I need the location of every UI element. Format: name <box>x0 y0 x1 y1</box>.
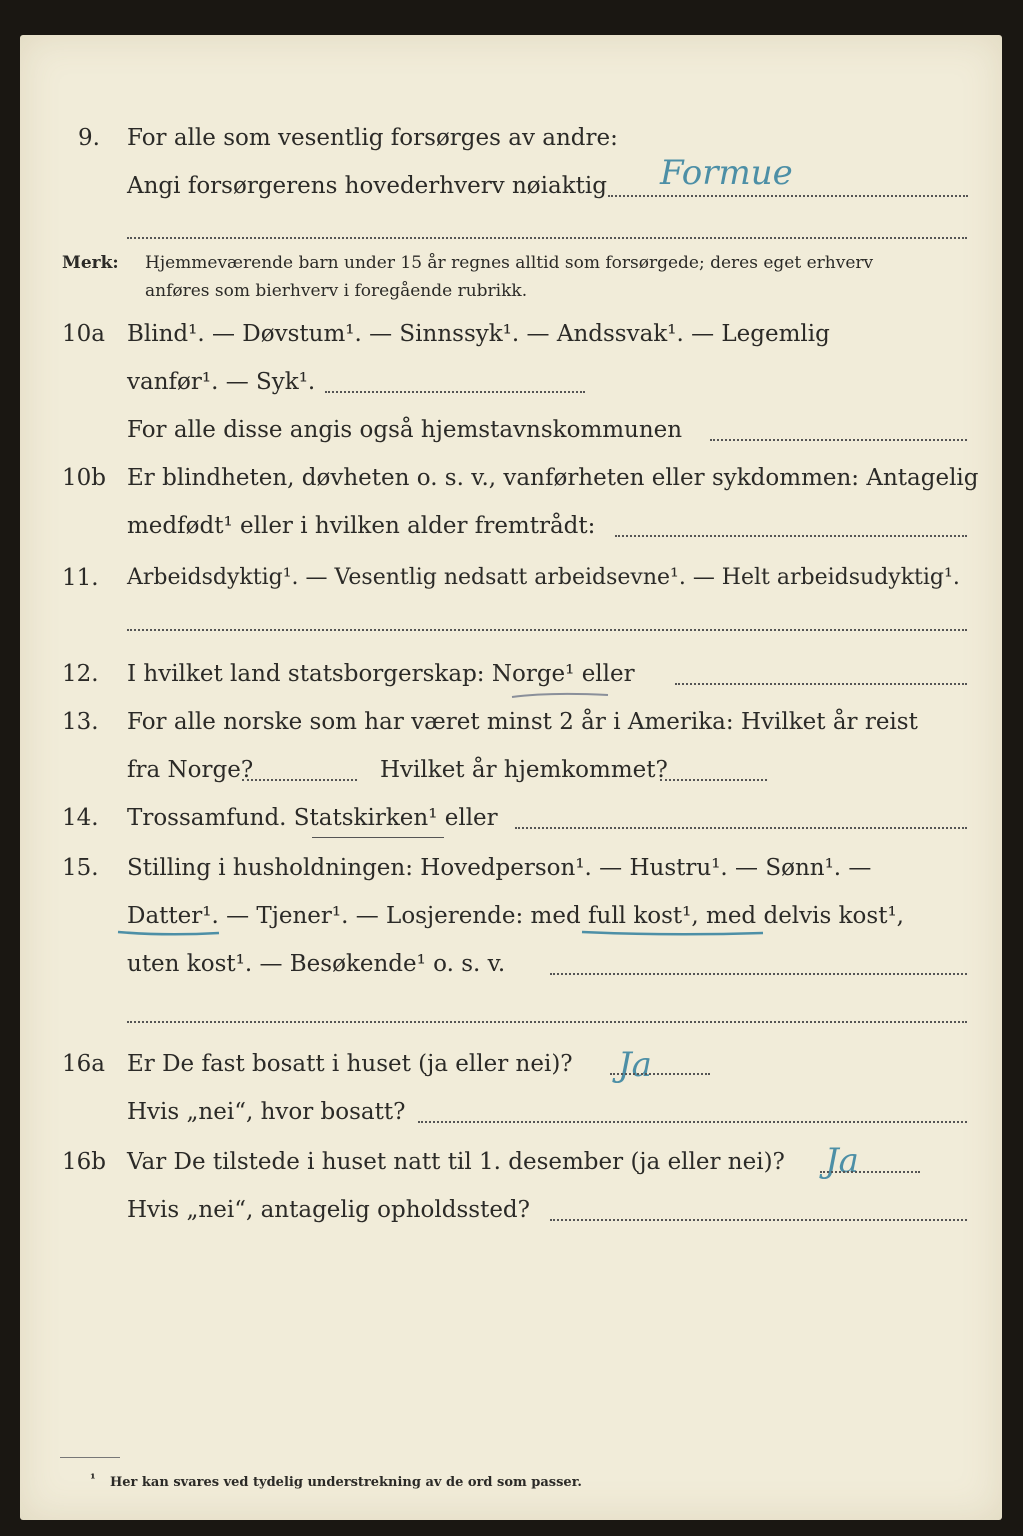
question-15-number: 15. <box>62 855 99 881</box>
merk-label: Merk: <box>62 253 119 273</box>
answer-line <box>325 391 585 393</box>
question-16a-line-2: Hvis „nei“, hvor bosatt? <box>127 1099 406 1125</box>
answer-line <box>615 535 967 537</box>
answer-line <box>710 439 967 441</box>
merk-line-1: Hjemmeværende barn under 15 år regnes alltid som forsørgede; deres eget erhverv <box>145 253 874 273</box>
handwritten-answer-9: Formue <box>660 153 793 193</box>
answer-line <box>418 1121 967 1123</box>
answer-line <box>550 1219 967 1221</box>
answer-line <box>515 827 967 829</box>
question-10b-line-1: Er blindheten, døvheten o. s. v., vanførheten eller sykdommen: Antagelig <box>127 465 979 491</box>
answer-line <box>610 1073 710 1075</box>
answer-line <box>242 779 357 781</box>
underline-statskirken <box>312 837 444 838</box>
question-16b-line-1: Var De tilstede i huset natt til 1. desember (ja eller nei)? <box>127 1149 785 1175</box>
census-form-page <box>20 35 1002 1520</box>
question-16a-number: 16a <box>62 1051 105 1077</box>
question-11-text: Arbeidsdyktig¹. — Vesentlig nedsatt arbeidsevne¹. — Helt arbeidsudyktig¹. <box>127 565 960 590</box>
pen-underline-datter <box>116 929 221 937</box>
question-14-text: Trossamfund. Statskirken¹ eller <box>127 805 498 831</box>
answer-line <box>550 973 967 975</box>
handwritten-answer-16b: Ja <box>825 1141 859 1181</box>
question-10a-line-2: vanfør¹. — Syk¹. <box>127 369 316 395</box>
question-10a-line-1: Blind¹. — Døvstum¹. — Sinnssyk¹. — Andssvak¹. — Legemlig <box>127 321 830 347</box>
footnote-marker: ¹ <box>90 1472 96 1487</box>
question-14-number: 14. <box>62 805 99 831</box>
question-15-line-2: Datter¹. — Tjener¹. — Losjerende: med full kost¹, med delvis kost¹, <box>127 903 904 929</box>
question-13-line-2b: Hvilket år hjemkommet? <box>380 757 668 783</box>
question-12-number: 12. <box>62 661 99 687</box>
handwritten-answer-16a: Ja <box>618 1045 652 1085</box>
question-9-prompt: Angi forsørgerens hovederhverv nøiaktig <box>127 173 607 199</box>
answer-line <box>675 683 967 685</box>
question-9-number: 9. <box>78 125 100 151</box>
footnote-rule <box>60 1457 120 1458</box>
question-13-number: 13. <box>62 709 99 735</box>
answer-line <box>608 195 968 197</box>
answer-line <box>127 237 967 239</box>
footnote-text: Her kan svares ved tydelig understrekning av de ord som passer. <box>110 1475 582 1490</box>
question-16a-line-1: Er De fast bosatt i huset (ja eller nei)? <box>127 1051 573 1077</box>
question-12-text: I hvilket land statsborgerskap: Norge¹ eller <box>127 661 635 687</box>
question-13-line-1: For alle norske som har været minst 2 år i Amerika: Hvilket år reist <box>127 709 918 735</box>
question-9-text: For alle som vesentlig forsørges av andre: <box>127 125 618 151</box>
question-11-number: 11. <box>62 565 99 591</box>
answer-line <box>127 1021 967 1023</box>
question-16b-number: 16b <box>62 1149 106 1175</box>
question-10b-number: 10b <box>62 465 106 491</box>
question-10a-line-3: For alle disse angis også hjemstavnskommunen <box>127 417 683 443</box>
question-16b-line-2: Hvis „nei“, antagelig opholdssted? <box>127 1197 530 1223</box>
pen-underline-full-kost <box>580 929 765 937</box>
question-10a-number: 10a <box>62 321 105 347</box>
merk-line-2: anføres som bierhverv i foregående rubrikk. <box>145 281 528 301</box>
question-15-line-3: uten kost¹. — Besøkende¹ o. s. v. <box>127 951 506 977</box>
question-15-line-1: Stilling i husholdningen: Hovedperson¹. — Hustru¹. — Sønn¹. — <box>127 855 872 881</box>
question-10b-line-2: medfødt¹ eller i hvilken alder fremtrådt: <box>127 513 596 539</box>
pen-underline-norge <box>510 691 610 699</box>
question-13-line-2a: fra Norge? <box>127 757 254 783</box>
answer-line <box>820 1171 920 1173</box>
answer-line <box>660 779 767 781</box>
answer-line <box>127 629 967 631</box>
